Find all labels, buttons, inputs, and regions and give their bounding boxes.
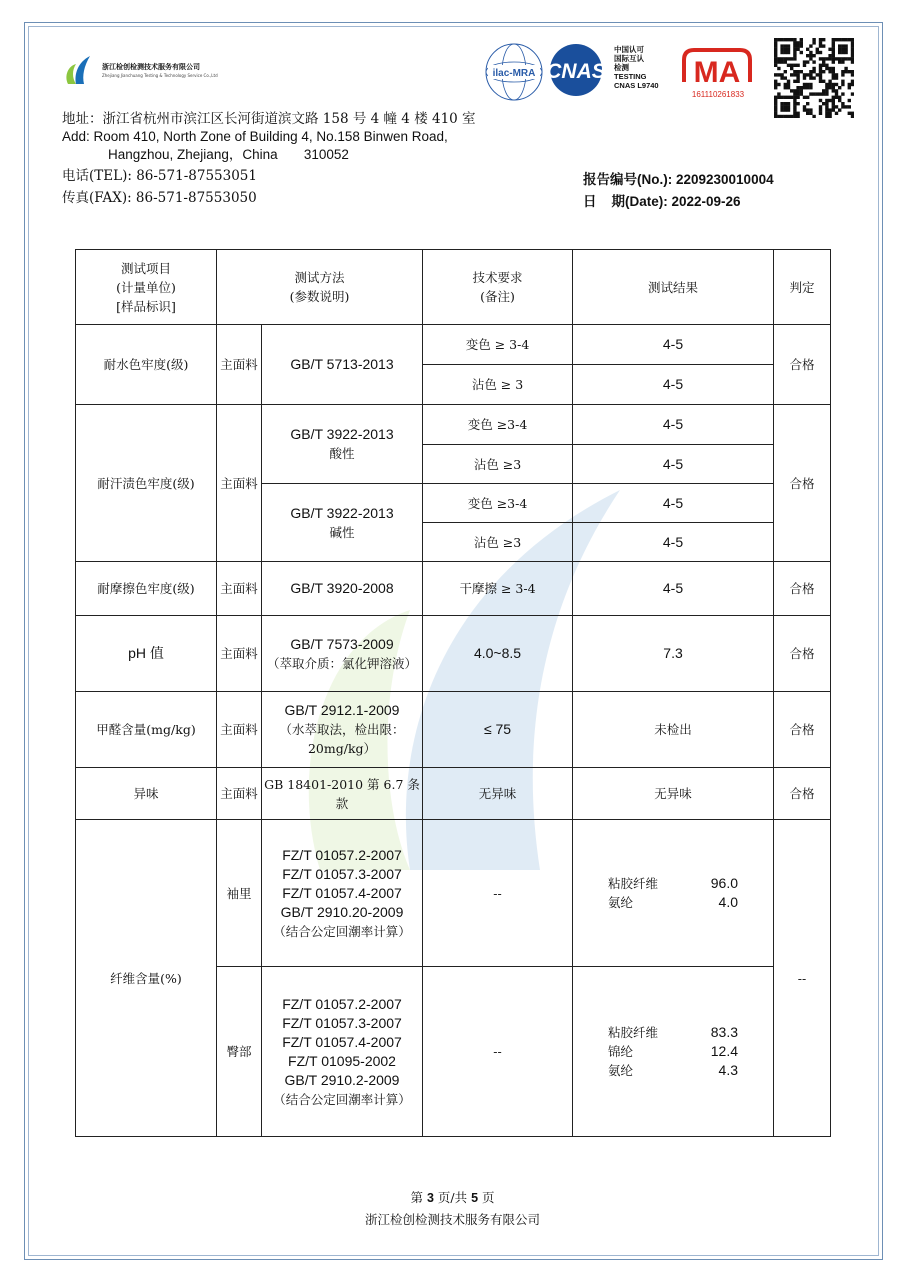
result-cell <box>573 967 774 1137</box>
cnas-line-3: 检测 <box>614 63 629 72</box>
cnas-line-5: CNAS L9740 <box>614 81 659 90</box>
company-logo <box>62 54 242 88</box>
item-cell: 耐摩擦色牢度(级) <box>76 562 217 616</box>
part-cell: 主面料 <box>217 405 262 562</box>
item-cell: 耐水色牢度(级) <box>76 325 217 405</box>
part-cell: 主面料 <box>217 562 262 616</box>
report-number: 报告编号(No.): 2209230010004 <box>583 172 774 187</box>
requirement-cell: 4.0~8.5 <box>423 616 573 692</box>
qr-code <box>774 38 854 118</box>
accreditation-badges <box>484 38 774 108</box>
table-row <box>76 562 831 616</box>
item-cell: 纤维含量(%) <box>76 820 217 1137</box>
fiber-row: 粘胶纤维 83.3 <box>608 1024 739 1040</box>
verdict-cell: 合格 <box>774 325 831 405</box>
item-cell: 甲醛含量(mg/kg) <box>76 692 217 768</box>
header-method: 测试方法 (参数说明) <box>217 250 423 325</box>
cma-number: 161110261833 <box>691 90 745 99</box>
result-cell: 无异味 <box>573 768 774 820</box>
requirement-cell: 沾色 ≥3 <box>423 445 573 484</box>
requirement-cell: -- <box>423 967 573 1137</box>
method-cell: FZ/T 01057.2-2007 FZ/T 01057.3-2007 FZ/T 01057.4-2007 GB/T 2910.20-2009 （结合公定回潮率计算） <box>262 820 423 967</box>
result-cell: 4-5 <box>573 484 774 523</box>
page-number: 第 3 页/共 5 页 <box>410 1190 495 1205</box>
item-cell: 异味 <box>76 768 217 820</box>
result-cell: 4-5 <box>573 365 774 405</box>
tel: 电话(TEL): 86-571-87553051 <box>62 168 257 184</box>
verdict-cell: -- <box>774 820 831 1137</box>
verdict-cell: 合格 <box>774 692 831 768</box>
cma-text: MA <box>693 56 741 89</box>
part-cell: 臀部 <box>217 967 262 1137</box>
result-cell <box>573 820 774 967</box>
result-cell: 4-5 <box>573 523 774 562</box>
method-cell: GB/T 2912.1-2009 （水萃取法，检出限：20mg/kg） <box>262 692 423 768</box>
cnas-line-4: TESTING <box>614 72 647 81</box>
fiber-row: 氨纶 4.3 <box>608 1062 739 1078</box>
table-row <box>76 768 831 820</box>
cma-logo <box>684 50 750 99</box>
method-cell: GB/T 3920-2008 <box>262 562 423 616</box>
requirement-cell: 无异味 <box>423 768 573 820</box>
part-cell: 主面料 <box>217 616 262 692</box>
part-cell: 主面料 <box>217 692 262 768</box>
table-row <box>76 692 831 768</box>
requirement-cell: 变色 ≥ 3-4 <box>423 325 573 365</box>
header-requirement: 技术要求 (备注) <box>423 250 573 325</box>
verdict-cell: 合格 <box>774 768 831 820</box>
item-cell: 耐汗渍色牢度(级) <box>76 405 217 562</box>
report-date: 日 期(Date): 2022-09-26 <box>583 194 741 209</box>
ilac-mra-logo <box>486 44 542 100</box>
result-cell: 4-5 <box>573 405 774 445</box>
table-row <box>76 820 831 967</box>
company-name-cn: 浙江检创检测技术服务有限公司 <box>102 63 200 71</box>
result-cell: 4-5 <box>573 445 774 484</box>
fiber-row: 粘胶纤维 96.0 <box>608 875 739 891</box>
method-cell: GB/T 5713-2013 <box>262 325 423 405</box>
table-row <box>76 616 831 692</box>
table-row <box>76 405 831 445</box>
cnas-line-2: 国际互认 <box>614 54 644 63</box>
company-logo-icon <box>62 54 98 88</box>
method-cell: GB 18401-2010 第 6.7 条款 <box>262 768 423 820</box>
fiber-row: 氨纶 4.0 <box>608 894 739 910</box>
verdict-cell: 合格 <box>774 616 831 692</box>
cnas-text: CNAS <box>546 60 606 83</box>
requirement-cell: 变色 ≥3-4 <box>423 484 573 523</box>
method-cell: FZ/T 01057.2-2007 FZ/T 01057.3-2007 FZ/T 01057.4-2007 FZ/T 01095-2002 GB/T 2910.2-2009 （结合公定回潮率计算） <box>262 967 423 1137</box>
result-cell: 未检出 <box>573 692 774 768</box>
verdict-cell: 合格 <box>774 562 831 616</box>
address-en-line2: Hangzhou, Zhejiang，China 310052 <box>108 147 349 162</box>
address-en-line1: Add: Room 410, North Zone of Building 4, No.158 Binwen Road, <box>62 129 448 144</box>
part-cell: 主面料 <box>217 768 262 820</box>
results-table <box>75 249 831 1137</box>
method-cell: GB/T 3922-2013 酸性 <box>262 405 423 484</box>
result-cell: 7.3 <box>573 616 774 692</box>
address-cn: 地址：浙江省杭州市滨江区长河街道滨文路 158 号 4 幢 4 楼 410 室 <box>62 111 476 127</box>
cnas-logo <box>546 44 606 96</box>
fax: 传真(FAX): 86-571-87553050 <box>62 190 257 206</box>
table-header-row <box>76 250 831 325</box>
result-cell: 4-5 <box>573 562 774 616</box>
table-row <box>76 325 831 365</box>
cnas-line-1: 中国认可 <box>614 45 644 54</box>
part-cell: 袖里 <box>217 820 262 967</box>
requirement-cell: -- <box>423 820 573 967</box>
header-result: 测试结果 <box>573 250 774 325</box>
header-item: 测试项目 (计量单位) [样品标识] <box>76 250 217 325</box>
fiber-row: 锦纶 12.4 <box>608 1043 739 1059</box>
part-cell: 主面料 <box>217 325 262 405</box>
item-cell: pH 值 <box>76 616 217 692</box>
method-cell: GB/T 7573-2009 （萃取介质：氯化钾溶液） <box>262 616 423 692</box>
requirement-cell: 沾色 ≥ 3 <box>423 365 573 405</box>
company-name-en: Zhejiang Jianchuang Testing & Technology Service Co.,Ltd <box>102 73 218 78</box>
requirement-cell: 变色 ≥3-4 <box>423 405 573 445</box>
verdict-cell: 合格 <box>774 405 831 562</box>
method-cell: GB/T 3922-2013 碱性 <box>262 484 423 562</box>
requirement-cell: 干摩擦 ≥ 3-4 <box>423 562 573 616</box>
result-cell: 4-5 <box>573 325 774 365</box>
ilac-text: ilac-MRA <box>492 68 536 79</box>
footer-company: 浙江检创检测技术服务有限公司 <box>364 1212 540 1227</box>
requirement-cell: ≤ 75 <box>423 692 573 768</box>
requirement-cell: 沾色 ≥3 <box>423 523 573 562</box>
header-verdict: 判定 <box>774 250 831 325</box>
